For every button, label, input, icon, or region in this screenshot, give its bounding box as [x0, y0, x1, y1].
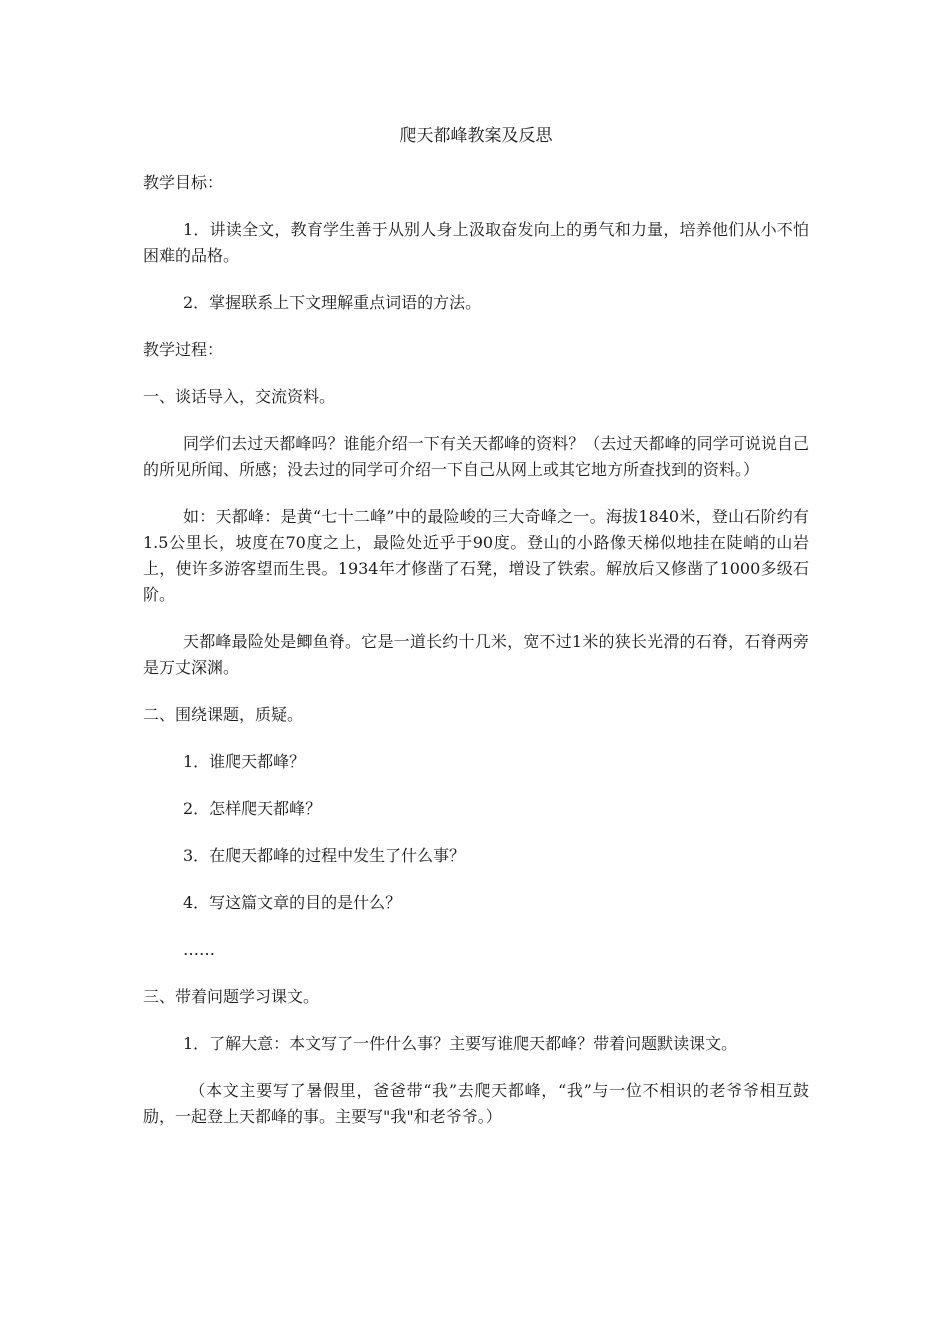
question-4: 4．写这篇文章的目的是什么？ [183, 893, 402, 912]
question-2: 2．怎样爬天都峰？ [183, 799, 322, 818]
step-1-example: 如：天都峰：是黄“七十二峰”中的最险峻的三大奇峰之一。海拔1840米，登山石阶约有1.5公里长，坡度在70度之上，最险处近乎于90度。登山的小路像天梯似地挂在陡峭的山岩上，使许多游客望而生畏。1934年才修凿了石凳，增设了铁索。解放后又修凿了1000多级石阶。 [143, 507, 809, 604]
objective-1: 1．讲读全文，教育学生善于从别人身上汲取奋发向上的勇气和力量，培养他们从小不怕困难的品格。 [143, 220, 809, 265]
section-heading-process: 教学过程： [143, 340, 224, 359]
step-2-heading: 二、围绕课题，质疑。 [143, 705, 304, 724]
step-1-detail: 天都峰最险处是鲫鱼脊。它是一道长约十几米，宽不过1米的狭长光滑的石脊，石脊两旁是万丈深渊。 [143, 632, 809, 677]
document-page [143, 122, 809, 1151]
step-1-heading: 一、谈话导入，交流资料。 [143, 387, 336, 406]
question-1: 1．谁爬天都峰？ [183, 752, 306, 771]
step-3-answer: （本文主要写了暑假里，爸爸带“我”去爬天都峰，“我”与一位不相识的老爷爷相互鼓励，一起登上天都峰的事。主要写"我"和老爷爷。） [143, 1081, 809, 1126]
document-title: 爬天都峰教案及反思 [399, 126, 553, 146]
step-3-heading: 三、带着问题学习课文。 [143, 987, 320, 1006]
objective-2: 2．掌握联系上下文理解重点词语的方法。 [183, 293, 482, 312]
question-3: 3．在爬天都峰的过程中发生了什么事？ [183, 846, 466, 865]
step-3-item-1: 1．了解大意：本文写了一件什么事？主要写谁爬天都峰？带着问题默读课文。 [183, 1034, 738, 1053]
step-1-paragraph: 同学们去过天都峰吗？谁能介绍一下有关天都峰的资料？（去过天都峰的同学可说说自己的所见所闻、所感；没去过的同学可介绍一下自己从网上或其它地方所查找到的资料。） [143, 434, 809, 479]
section-heading-objectives: 教学目标： [143, 173, 224, 192]
ellipsis: …… [183, 940, 215, 959]
